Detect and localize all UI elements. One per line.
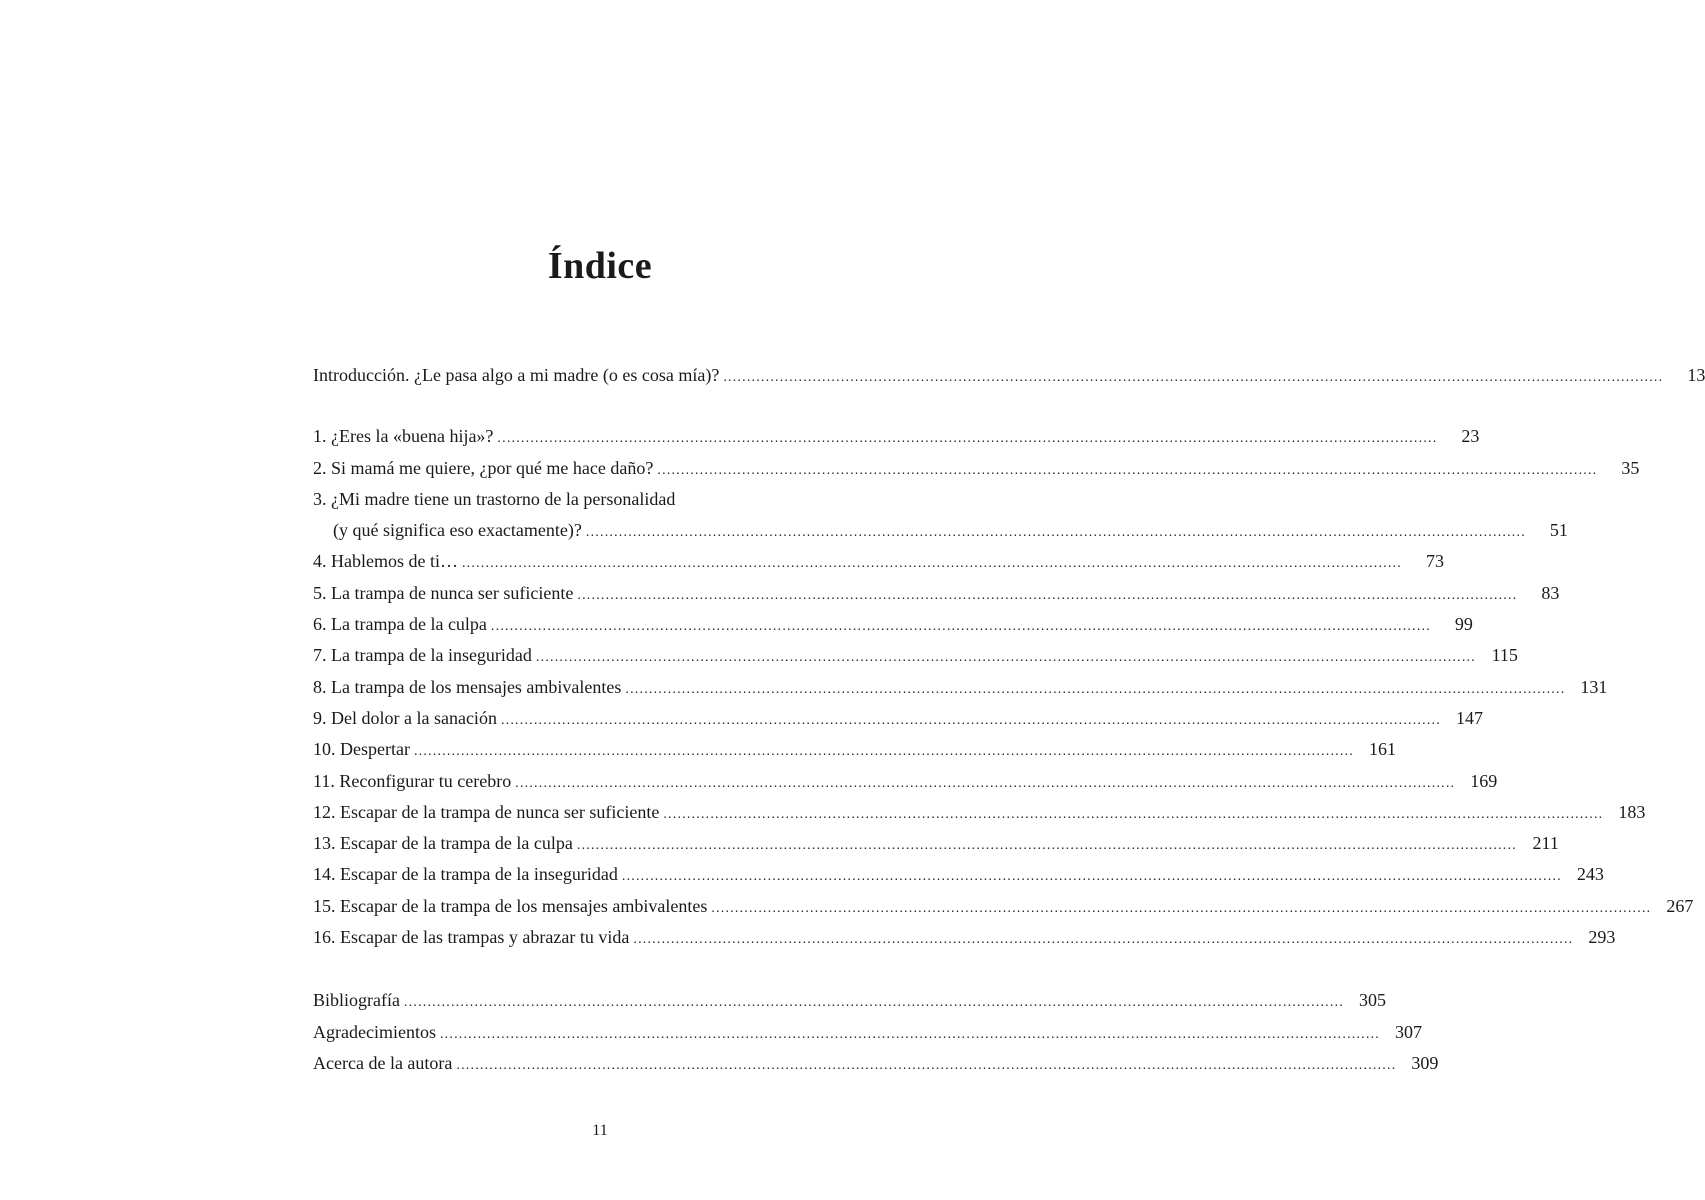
toc-entry bbox=[313, 360, 1705, 391]
dot-leader: ........................................................................................................................................................................................................ bbox=[439, 1026, 1380, 1042]
toc-entry bbox=[313, 797, 1646, 828]
dot-leader: ........................................................................................................................................................................................................ bbox=[663, 806, 1604, 822]
toc-entry bbox=[313, 484, 887, 515]
toc-entry-page: 305 bbox=[1358, 990, 1386, 1011]
page-title: Índice bbox=[547, 245, 653, 288]
dot-leader: ........................................................................................................................................................................................................ bbox=[413, 744, 1354, 760]
toc-entry bbox=[313, 546, 1444, 577]
toc-entry bbox=[313, 421, 1480, 452]
dot-leader: ........................................................................................................................................................................................................ bbox=[456, 1057, 1397, 1073]
toc-entry bbox=[313, 640, 1518, 671]
toc-entry-page: 183 bbox=[1618, 801, 1646, 822]
toc-entry-page: 293 bbox=[1588, 927, 1616, 948]
toc-entry-title: 14. Escapar de la trampa de la inseguridad bbox=[313, 864, 618, 885]
dot-leader: ........................................................................................................................................................................................................ bbox=[500, 712, 1441, 728]
dot-leader: ........................................................................................................................................................................................................ bbox=[535, 650, 1476, 666]
toc-entry-title: 16. Escapar de las trampas y abrazar tu vida bbox=[313, 927, 630, 948]
toc-entry-page: 13 bbox=[1687, 365, 1705, 385]
toc-entry-title: 11. Reconfigurar tu cerebro bbox=[313, 770, 512, 791]
table-of-contents bbox=[313, 360, 1705, 1079]
dot-leader: ........................................................................................................................................................................................................ bbox=[577, 587, 1518, 603]
toc-entry bbox=[313, 922, 1616, 953]
toc-entry-title: 6. La trampa de la culpa bbox=[313, 614, 487, 635]
toc-entry bbox=[313, 985, 1386, 1016]
toc-entry-page: 169 bbox=[1470, 770, 1498, 791]
toc-entry-title: 9. Del dolor a la sanación bbox=[313, 707, 497, 728]
toc-entry bbox=[313, 609, 1473, 640]
toc-entry bbox=[313, 891, 1694, 922]
toc-entry-title: 4. Hablemos de ti… bbox=[313, 551, 458, 572]
dot-leader: ........................................................................................................................................................................................................ bbox=[633, 932, 1574, 948]
toc-entry bbox=[313, 859, 1604, 890]
toc-entry bbox=[313, 1048, 1439, 1079]
toc-entry-page: 307 bbox=[1394, 1021, 1422, 1042]
toc-intro-group bbox=[313, 360, 1705, 391]
dot-leader: ........................................................................................................................................................................................................ bbox=[711, 900, 1652, 916]
dot-leader: ........................................................................................................................................................................................................ bbox=[576, 838, 1517, 854]
toc-entry-page: 161 bbox=[1368, 739, 1396, 760]
toc-entry bbox=[313, 672, 1608, 703]
toc-entry-title: 13. Escapar de la trampa de la culpa bbox=[313, 833, 573, 854]
toc-entry bbox=[313, 1017, 1422, 1048]
dot-leader: ........................................................................................................................................................................................................ bbox=[497, 431, 1438, 447]
toc-entry-page: 267 bbox=[1666, 895, 1694, 916]
toc-chapters-group bbox=[313, 421, 1694, 953]
dot-leader: ........................................................................................................................................................................................................ bbox=[723, 370, 1664, 385]
toc-entry-title: (y qué significa eso exactamente)? bbox=[333, 520, 582, 541]
toc-entry-title: 1. ¿Eres la «buena hija»? bbox=[313, 426, 494, 447]
toc-entry-page: 243 bbox=[1576, 864, 1604, 885]
toc-entry-title: 3. ¿Mi madre tiene un trastorno de la personalidad bbox=[313, 488, 676, 509]
dot-leader: ........................................................................................................................................................................................................ bbox=[403, 995, 1344, 1011]
toc-entry-title: Bibliografía bbox=[313, 990, 400, 1011]
toc-entry-title: 10. Despertar bbox=[313, 739, 410, 760]
toc-entry-page: 309 bbox=[1411, 1052, 1439, 1073]
dot-leader: ........................................................................................................................................................................................................ bbox=[657, 462, 1598, 478]
toc-entry-page: 115 bbox=[1491, 645, 1518, 666]
toc-entry-title: 8. La trampa de los mensajes ambivalentes bbox=[313, 676, 622, 697]
toc-entry-page: 23 bbox=[1461, 426, 1480, 447]
toc-entry bbox=[313, 703, 1483, 734]
page-number: 11 bbox=[592, 1122, 608, 1139]
dot-leader: ........................................................................................................................................................................................................ bbox=[621, 869, 1562, 885]
toc-entry-title: 7. La trampa de la inseguridad bbox=[313, 645, 532, 666]
dot-leader: ........................................................................................................................................................................................................ bbox=[461, 556, 1402, 572]
toc-entry-page: 99 bbox=[1454, 614, 1473, 635]
toc-entry bbox=[313, 453, 1640, 484]
dot-leader: ........................................................................................................................................................................................................ bbox=[515, 775, 1456, 791]
toc-entry-title: 12. Escapar de la trampa de nunca ser suficiente bbox=[313, 801, 660, 822]
toc-entry-title: Agradecimientos bbox=[313, 1021, 436, 1042]
toc-entry-title: 2. Si mamá me quiere, ¿por qué me hace daño? bbox=[313, 457, 654, 478]
toc-entry-title: 5. La trampa de nunca ser suficiente bbox=[313, 582, 574, 603]
toc-entry-page: 147 bbox=[1455, 707, 1483, 728]
toc-entry bbox=[313, 578, 1560, 609]
toc-entry-title: 15. Escapar de la trampa de los mensajes ambivalentes bbox=[313, 895, 708, 916]
toc-entry-page: 35 bbox=[1621, 457, 1640, 478]
toc-entry-page: 83 bbox=[1541, 582, 1560, 603]
toc-entry bbox=[313, 766, 1498, 797]
toc-entry-title: Introducción. ¿Le pasa algo a mi madre (o es cosa mía)? bbox=[313, 365, 720, 385]
toc-entry-title: Acerca de la autora bbox=[313, 1052, 453, 1073]
toc-entry-page: 73 bbox=[1425, 551, 1444, 572]
toc-entry bbox=[313, 515, 1568, 546]
toc-entry-page: 211 bbox=[1532, 833, 1559, 854]
toc-entry bbox=[313, 734, 1396, 765]
dot-leader: ........................................................................................................................................................................................................ bbox=[585, 525, 1526, 541]
dot-leader: ........................................................................................................................................................................................................ bbox=[625, 681, 1566, 697]
toc-entry-page: 51 bbox=[1549, 520, 1568, 541]
toc-back-matter-group bbox=[313, 985, 1439, 1079]
dot-leader: ........................................................................................................................................................................................................ bbox=[490, 619, 1431, 635]
toc-entry bbox=[313, 828, 1559, 859]
toc-entry-page: 131 bbox=[1580, 676, 1608, 697]
